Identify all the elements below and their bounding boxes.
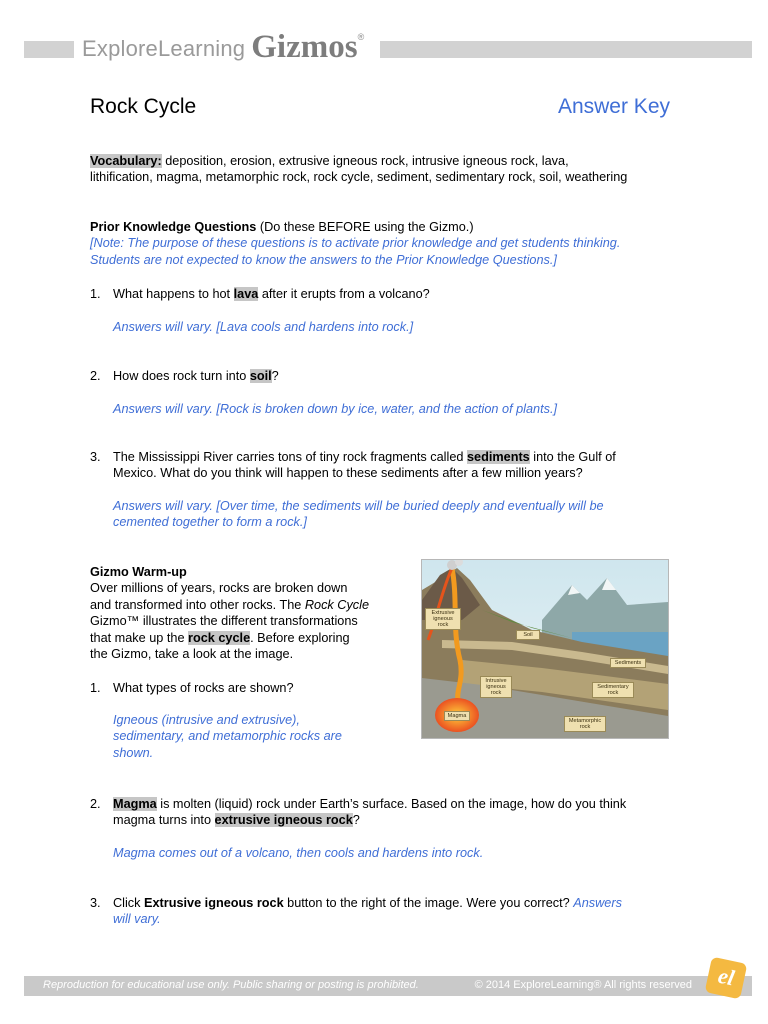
vocabulary-line2: lithification, magma, metamorphic rock, rock cycle, sediment, sedimentary rock, soil, weathering: [90, 170, 628, 185]
prior-q3-answer-line2: cemented together to form a rock.]: [113, 515, 307, 530]
prior-q3-post: into the Gulf of: [529, 450, 616, 464]
warmup-q3-bold: Extrusive igneous rock: [144, 896, 284, 910]
header-bar-left: [24, 41, 74, 58]
prior-q3: [113, 449, 616, 482]
warmup-heading: Gizmo Warm-up: [90, 565, 187, 579]
warmup-line3: Gizmo™ illustrates the different transformations: [90, 614, 358, 629]
vocabulary-block: [90, 153, 627, 186]
label-soil: Soil: [516, 630, 540, 640]
prior-note-line2: Students are not expected to know the answers to the Prior Knowledge Questions.]: [90, 252, 557, 267]
prior-note-line1: [Note: The purpose of these questions is to activate prior knowledge and get students thinking.: [90, 236, 621, 251]
header-bar-right: [380, 41, 752, 58]
warmup-q3-post: button to the right of the image. Were you correct?: [283, 896, 574, 910]
warmup-q3-answer1: Answers: [573, 896, 622, 910]
footer-reproduction-notice: Reproduction for educational use only. Public sharing or posting is prohibited.: [43, 979, 419, 991]
warmup-q2-answer: Magma comes out of a volcano, then cools and hardens into rock.: [113, 846, 484, 860]
prior-q3-line2: Mexico. What do you think will happen to these sediments after a few million years?: [113, 466, 583, 481]
warmup-q2-highlight2: extrusive igneous rock: [214, 813, 353, 828]
footer-copyright: © 2014 ExploreLearning® All rights reserved: [474, 979, 692, 991]
prior-q1-post: after it erupts from a volcano?: [258, 287, 430, 301]
warmup-line2-italic: Rock Cycle: [304, 597, 370, 612]
warmup-block: [90, 564, 369, 662]
warmup-q2-text2-post: ?: [352, 813, 360, 828]
warmup-line4-post: . Before exploring: [250, 630, 350, 645]
warmup-q1: What types of rocks are shown?: [113, 681, 294, 695]
warmup-q3-answer2: will vary.: [113, 912, 161, 927]
warmup-line5: the Gizmo, take a look at the image.: [90, 647, 294, 662]
warmup-q1-answer-line2: sedimentary, and metamorphic rocks are: [113, 729, 342, 744]
prior-heading-note: (Do these BEFORE using the Gizmo.): [256, 220, 474, 234]
prior-q2-number: 2.: [90, 369, 101, 383]
prior-q1-pre: What happens to hot: [113, 287, 234, 301]
prior-q2: [113, 368, 279, 384]
warmup-q2-highlight1: Magma: [113, 797, 157, 811]
prior-q1-answer: Answers will vary. [Lava cools and hardens into rock.]: [113, 320, 414, 334]
warmup-q1-answer: [113, 712, 342, 761]
label-intrusive-igneous-rock: Intrusive igneous rock: [480, 676, 512, 698]
label-sediments: Sediments: [610, 658, 646, 668]
warmup-q1-answer-line1: Igneous (intrusive and extrusive),: [113, 713, 300, 727]
warmup-line4-pre: that make up the: [90, 630, 189, 645]
warmup-q1-number: 1.: [90, 681, 101, 695]
footer-bar: [24, 976, 752, 996]
prior-q2-highlight: soil: [249, 369, 272, 383]
warmup-q1-answer-line3: shown.: [113, 745, 154, 760]
prior-q3-answer-line1: Answers will vary. [Over time, the sediments will be buried deeply and eventually will be: [113, 499, 604, 513]
prior-q3-answer: [113, 498, 604, 531]
brand-explore: ExploreLearning: [82, 36, 246, 61]
prior-knowledge-block: [90, 219, 620, 268]
answer-key-heading: Answer Key: [557, 95, 670, 118]
vocabulary-line1: deposition, erosion, extrusive igneous rock, intrusive igneous rock, lava,: [161, 154, 569, 168]
warmup-q2-text1: is molten (liquid) rock under Earth’s surface. Based on the image, how do you think: [156, 797, 627, 811]
prior-q3-number: 3.: [90, 450, 101, 464]
warmup-line1: Over millions of years, rocks are broken down: [90, 581, 348, 596]
label-sedimentary-rock: Sedimentary rock: [592, 682, 634, 698]
prior-q1: [113, 286, 430, 302]
warmup-line2: and transformed into other rocks. The: [90, 597, 305, 612]
warmup-q2-text2-pre: magma turns into: [113, 813, 215, 828]
prior-q2-pre: How does rock turn into: [113, 369, 250, 383]
label-extrusive-igneous-rock: Extrusive igneous rock: [425, 608, 461, 630]
warmup-q3: [113, 895, 622, 928]
brand-gizmos: Gizmos: [251, 29, 358, 65]
warmup-q3-pre: Click: [113, 896, 145, 910]
prior-heading: Prior Knowledge Questions: [90, 220, 257, 234]
prior-q2-post: ?: [271, 369, 279, 383]
warmup-q3-number: 3.: [90, 896, 101, 910]
prior-q2-answer: Answers will vary. [Rock is broken down by ice, water, and the action of plants.]: [113, 402, 558, 416]
warmup-line4-highlight: rock cycle: [188, 630, 251, 645]
label-magma: Magma: [444, 711, 470, 721]
warmup-q2: [113, 796, 626, 829]
page-title: Rock Cycle: [90, 95, 197, 118]
prior-q3-highlight: sediments: [466, 450, 530, 464]
brand-registered-mark: ®: [357, 32, 365, 42]
warmup-q2-number: 2.: [90, 797, 101, 811]
explorelearning-logo-icon: el: [705, 957, 748, 1000]
prior-q1-number: 1.: [90, 287, 101, 301]
rock-cycle-diagram: [421, 559, 669, 739]
prior-q3-pre: The Mississippi River carries tons of tiny rock fragments called: [113, 450, 467, 464]
vocabulary-label: Vocabulary:: [90, 154, 162, 168]
brand-logo: [76, 26, 370, 70]
prior-q1-highlight: lava: [233, 287, 259, 301]
label-metamorphic-rock: Metamorphic rock: [564, 716, 606, 732]
